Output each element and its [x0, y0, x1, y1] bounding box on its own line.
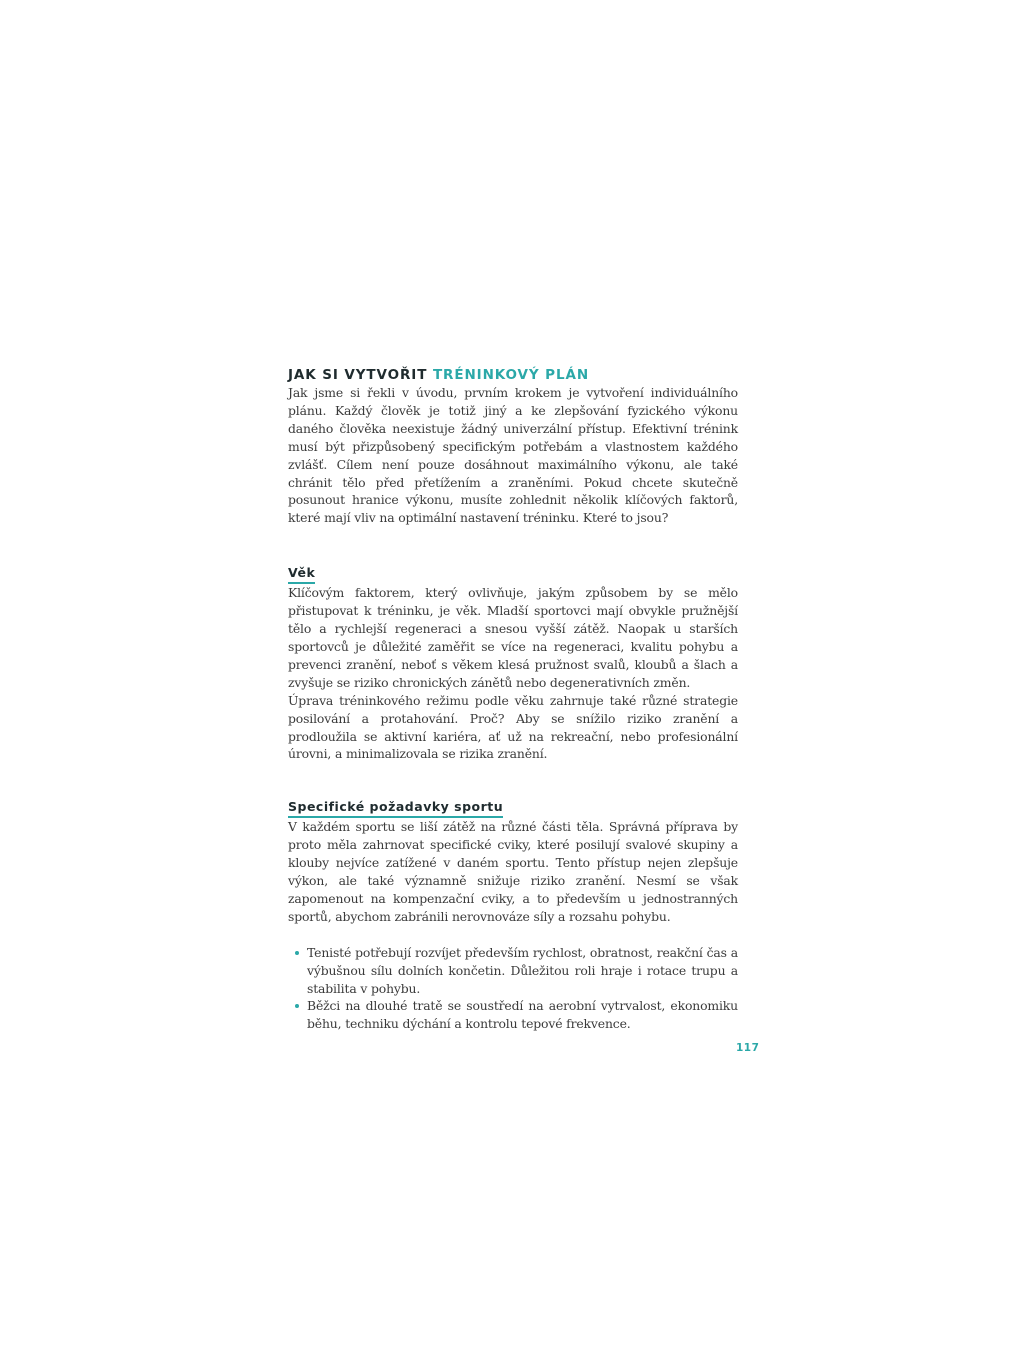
page-title [288, 366, 738, 384]
list-item [288, 944, 738, 998]
vek-paragraph-2: Úprava tréninkového režimu podle věku zahrnuje také různé strategie posilování a protahování. Proč? Aby se snížilo riziko zranění a prodloužila se aktivní kariéra, ať už na rekreační, nebo profesionální úrovni, a minimalizovala se rizika zranění. [288, 692, 738, 762]
bullet-dot-icon [295, 1004, 299, 1008]
section-heading-sport: Specifické požadavky sportu [288, 799, 503, 818]
list-item [288, 997, 738, 1033]
bullet-dot-icon [295, 951, 299, 955]
page-number: 117 [736, 1042, 760, 1054]
list-item-text: Běžci na dlouhé tratě se soustředí na aerobní vytrvalost, ekonomiku běhu, techniku dýchání a kontrolu tepové frekvence. [307, 998, 738, 1032]
section-heading-vek: Věk [288, 565, 315, 584]
bullet-list [288, 944, 738, 1034]
page-content [288, 366, 738, 1033]
sport-paragraph-1: V každém sportu se liší zátěž na různé části těla. Správná příprava by proto měla zahrnovat specifické cviky, které posilují svalové skupiny a klouby nejvíce zatížené v daném sportu. Tento přístup nejen zlepšuje výkon, ale také významně snižuje riziko zranění. Nesmí se však zapomenout na kompenzační cviky, a to především u jednostranných sportů, abychom zabránili nerovnováze síly a rozsahu pohybu. [288, 819, 738, 924]
title-part-accent: TRÉNINKOVÝ PLÁN [432, 367, 590, 383]
intro-paragraph: Jak jsme si řekli v úvodu, prvním krokem je vytvoření individuálního plánu. Každý člověk je totiž jiný a ke zlepšování fyzického výkonu daného člověka neexistuje žádný univerzální přístup. Efektivní trénink musí být přizpůsobený specifickým potřebám a vlastnostem každého zvlášť. Cílem není pouze dosáhnout maximálního výkonu, ale také chránit tělo před přetížením a zraněními. Pokud chcete skutečně posunout hranice výkonu, musíte zohlednit několik klíčových faktorů, které mají vliv na optimální nastavení tréninku. Které to jsou? [288, 385, 738, 526]
list-item-text: Tenisté potřebují rozvíjet především rychlost, obratnost, reakční čas a výbušnou sílu dolních končetin. Důležitou roli hraje i rotace trupu a stabilita v pohybu. [307, 944, 738, 996]
title-part-dark: JAK SI VYTVOŘIT [288, 367, 433, 383]
vek-paragraph-1: Klíčovým faktorem, který ovlivňuje, jakým způsobem by se mělo přistupovat k tréninku, je věk. Mladší sportovci mají obvykle pružnější tělo a rychlejší regeneraci a snesou vyšší zátěž. Naopak u starších sportovců je důležité zaměřit se více na regeneraci, kvalitu pohybu a prevenci zranění, neboť s věkem klesá pružnost svalů, kloubů a šlach a zvyšuje se riziko chronických zánětů nebo degenerativních změn. [288, 585, 738, 690]
